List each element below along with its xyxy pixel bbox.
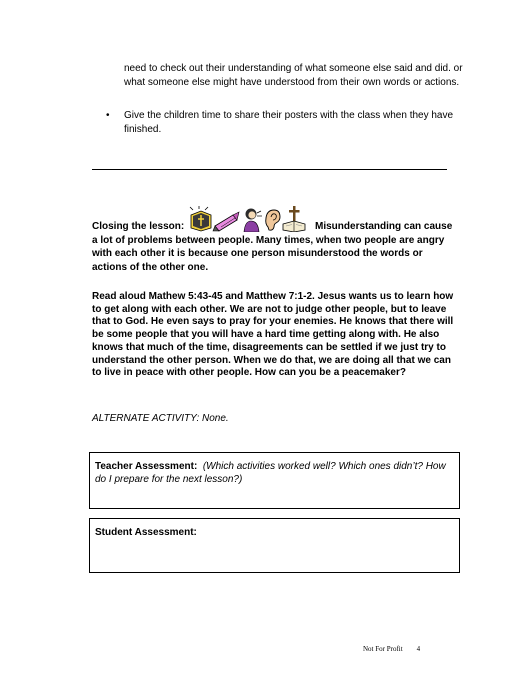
horizontal-divider [92,169,447,170]
teacher-assessment-label: Teacher Assessment: [95,461,198,472]
bullet-symbol: • [106,110,110,121]
closing-text: Misunderstanding can cause a lot of problems between people. Many times, when two people are angry with each other it is because one person misunderstood the words or actions of the other one. [92,221,453,273]
page-footer [363,645,420,653]
clipart-icon-strip [189,206,313,232]
pencil-icon [213,212,239,231]
page-number: 4 [416,645,421,653]
teacher-assessment-prompt: (Which activities worked well? Which ones didn’t? How do I prepare for the next lesson?) [95,461,446,485]
bullet-text: Give the children time to share their posters with the class when they have finished. [124,110,454,135]
woman-speaking-icon [244,209,262,233]
student-assessment-box[interactable] [89,518,460,573]
continued-paragraph: need to check out their understanding of what someone else said and did. or what someone else might have understood from their own words or actions. [124,63,463,88]
teacher-assessment-content [95,460,450,486]
cross-book-icon [283,206,305,232]
list-item [106,109,480,136]
closing-label: Closing the lesson: [92,221,185,232]
ear-icon [266,210,280,230]
alternate-activity: ALTERNATE ACTIVITY: None. [92,413,229,424]
student-assessment-label: Student Assessment: [95,527,197,538]
teacher-assessment-box[interactable] [89,452,460,509]
student-assessment-content [95,526,450,539]
reading-paragraph: Read aloud Mathew 5:43-45 and Matthew 7:1-2. Jesus wants us to learn how to get along with each other. We are not to judge other people, but to leave that to God. He even says to pray for your enemies. He knows that there will be some people that you will have a hard time getting along with. He also knows that much of the time, disagreements can be settled if we just try to understand the other person. When we do that, we are doing all that we can to live in peace with other people. How can you be a peacemaker? [92,291,454,379]
bible-book-icon [190,206,211,231]
footer-note: Not For Profit [363,645,403,653]
closing-paragraph [92,206,458,274]
